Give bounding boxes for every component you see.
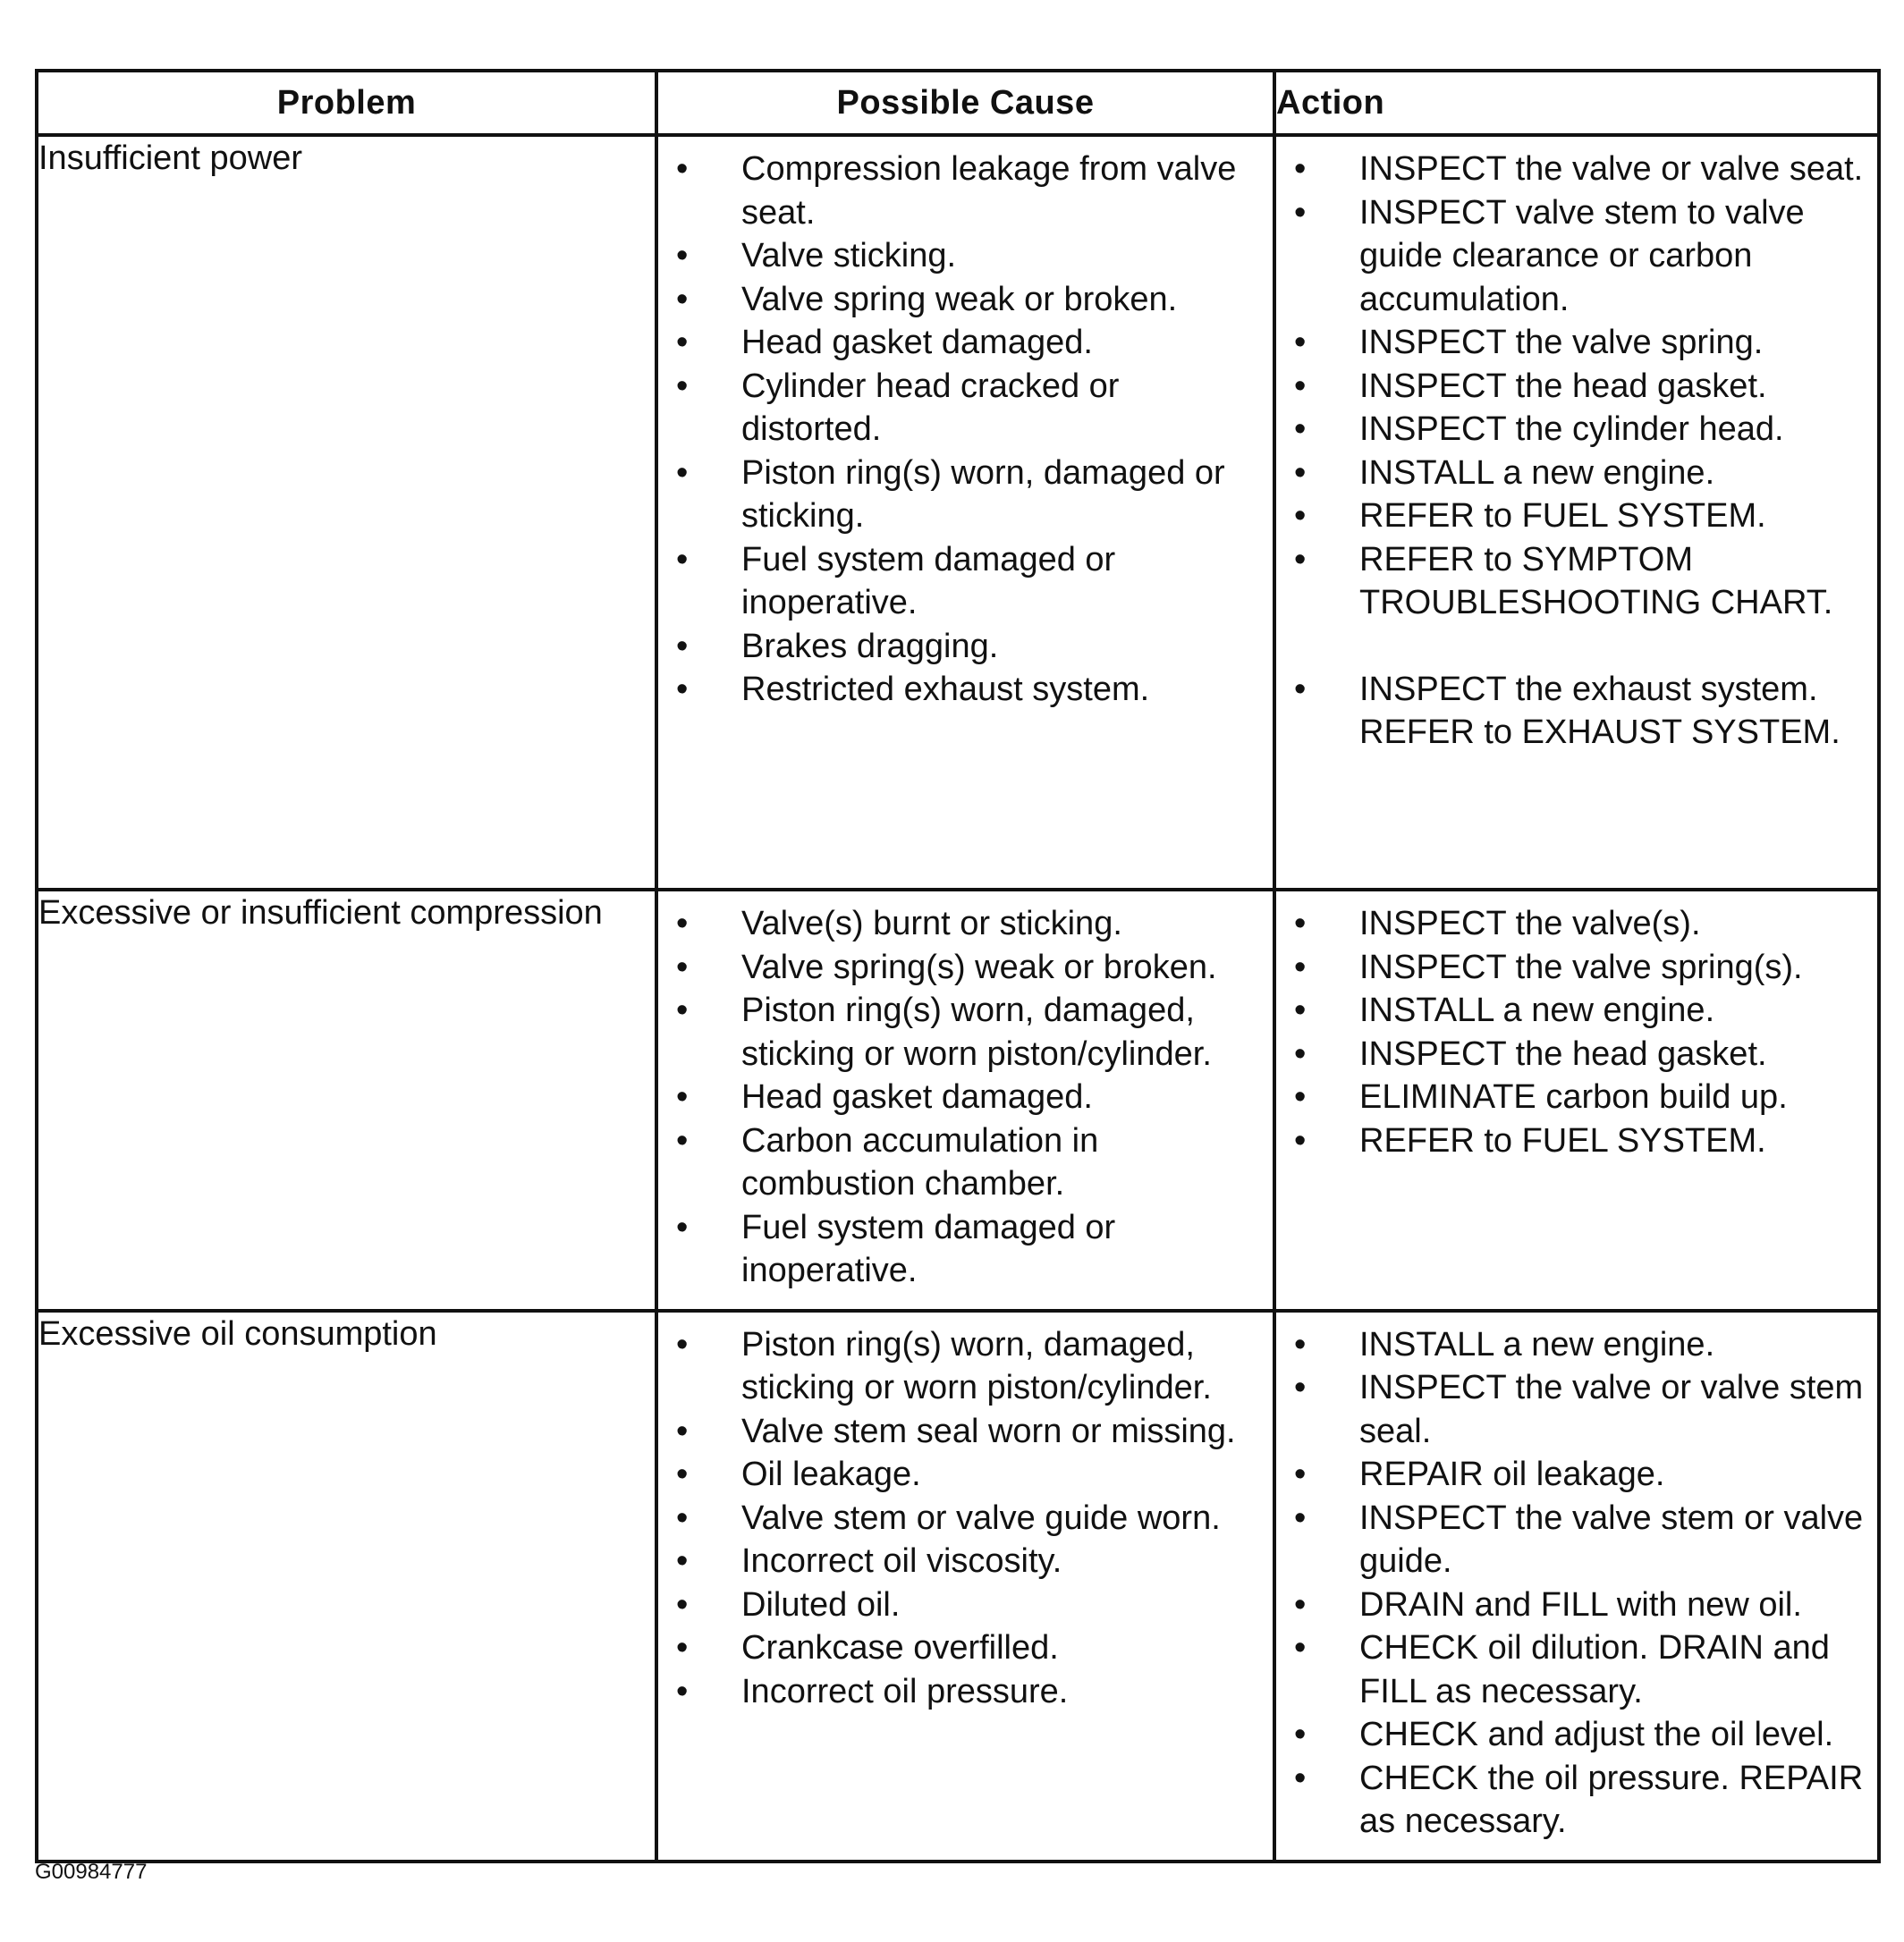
list-item: • REFER to SYMPTOM TROUBLESHOOTING CHART. bbox=[1276, 538, 1865, 625]
list-item: • Restricted exhaust system. bbox=[658, 668, 1260, 712]
problem-cell: Excessive oil consumption bbox=[37, 1311, 656, 1862]
header-row bbox=[37, 71, 1879, 135]
list-item: • REFER to FUEL SYSTEM. bbox=[1276, 1119, 1865, 1163]
list-item: • CHECK the oil pressure. REPAIR as necessary. bbox=[1276, 1757, 1865, 1844]
list-item: • Diluted oil. bbox=[658, 1583, 1260, 1627]
list-item: • INSPECT the head gasket. bbox=[1276, 365, 1865, 409]
list-item: • Fuel system damaged or inoperative. bbox=[658, 1206, 1260, 1293]
list-item: • INSTALL a new engine. bbox=[1276, 1323, 1865, 1367]
list-item: • INSPECT the cylinder head. bbox=[1276, 408, 1865, 452]
list-item: • INSPECT the valve spring. bbox=[1276, 321, 1865, 365]
list-item: • Incorrect oil pressure. bbox=[658, 1670, 1260, 1714]
list-item: • Fuel system damaged or inoperative. bbox=[658, 538, 1260, 625]
list-item: • Head gasket damaged. bbox=[658, 1076, 1260, 1119]
list-item: • DRAIN and FILL with new oil. bbox=[1276, 1583, 1865, 1627]
list-item: • Carbon accumulation in combustion chamber. bbox=[658, 1119, 1260, 1206]
list-item: • Valve sticking. bbox=[658, 234, 1260, 278]
list-item: • Cylinder head cracked or distorted. bbox=[658, 365, 1260, 452]
actions-cell bbox=[1274, 1311, 1879, 1862]
list-item: • INSPECT the valve(s). bbox=[1276, 902, 1865, 946]
actions-cell bbox=[1274, 135, 1879, 890]
list-item: • Valve(s) burnt or sticking. bbox=[658, 902, 1260, 946]
list-item: • ELIMINATE carbon build up. bbox=[1276, 1076, 1865, 1119]
list-item: • CHECK oil dilution. DRAIN and FILL as necessary. bbox=[1276, 1626, 1865, 1713]
list-item: • Piston ring(s) worn, damaged, sticking or worn piston/cylinder. bbox=[658, 989, 1260, 1076]
causes-list bbox=[658, 891, 1273, 1309]
list-item: • Valve spring weak or broken. bbox=[658, 278, 1260, 322]
list-item: • INSPECT the exhaust system. REFER to EXHAUST SYSTEM. bbox=[1276, 668, 1865, 755]
table-row bbox=[37, 135, 1879, 890]
list-item: • Piston ring(s) worn, damaged or sticking. bbox=[658, 452, 1260, 538]
list-item: • INSTALL a new engine. bbox=[1276, 989, 1865, 1033]
header-possible-cause: Possible Cause bbox=[656, 71, 1274, 135]
actions-list bbox=[1276, 891, 1877, 1178]
actions-cell bbox=[1274, 890, 1879, 1311]
header-problem: Problem bbox=[37, 71, 656, 135]
list-item: • INSPECT the valve or valve stem seal. bbox=[1276, 1366, 1865, 1453]
causes-cell bbox=[656, 890, 1274, 1311]
list-item: • Valve stem or valve guide worn. bbox=[658, 1497, 1260, 1541]
causes-cell bbox=[656, 1311, 1274, 1862]
list-item: • Head gasket damaged. bbox=[658, 321, 1260, 365]
list-item: • INSPECT the valve spring(s). bbox=[1276, 946, 1865, 990]
list-item: • INSPECT the head gasket. bbox=[1276, 1033, 1865, 1077]
list-item: • Crankcase overfilled. bbox=[658, 1626, 1260, 1670]
actions-list bbox=[1276, 1313, 1877, 1860]
figure-id: G00984777 bbox=[35, 1860, 148, 1884]
list-item: • Incorrect oil viscosity. bbox=[658, 1540, 1260, 1583]
header-action: Action bbox=[1274, 71, 1879, 135]
list-item: • REPAIR oil leakage. bbox=[1276, 1453, 1865, 1497]
problem-cell: Insufficient power bbox=[37, 135, 656, 890]
causes-list bbox=[658, 1313, 1273, 1730]
list-item: • INSPECT the valve stem or valve guide. bbox=[1276, 1497, 1865, 1583]
list-item: • INSPECT valve stem to valve guide clearance or carbon accumulation. bbox=[1276, 191, 1865, 322]
causes-list bbox=[658, 137, 1273, 728]
list-item: • CHECK and adjust the oil level. bbox=[1276, 1713, 1865, 1757]
table-row bbox=[37, 890, 1879, 1311]
list-item: • Piston ring(s) worn, damaged, sticking or worn piston/cylinder. bbox=[658, 1323, 1260, 1410]
list-item: • Valve stem seal worn or missing. bbox=[658, 1410, 1260, 1454]
causes-cell bbox=[656, 135, 1274, 890]
table-row bbox=[37, 1311, 1879, 1862]
troubleshooting-table bbox=[35, 69, 1881, 1863]
list-item: • INSTALL a new engine. bbox=[1276, 452, 1865, 495]
list-item: • Valve spring(s) weak or broken. bbox=[658, 946, 1260, 990]
list-item: • Compression leakage from valve seat. bbox=[658, 148, 1260, 234]
list-item: • Brakes dragging. bbox=[658, 625, 1260, 669]
problem-cell: Excessive or insufficient compression bbox=[37, 890, 656, 1311]
list-item: • REFER to FUEL SYSTEM. bbox=[1276, 494, 1865, 538]
list-item: • Oil leakage. bbox=[658, 1453, 1260, 1497]
actions-list bbox=[1276, 137, 1877, 771]
list-item: • INSPECT the valve or valve seat. bbox=[1276, 148, 1865, 191]
